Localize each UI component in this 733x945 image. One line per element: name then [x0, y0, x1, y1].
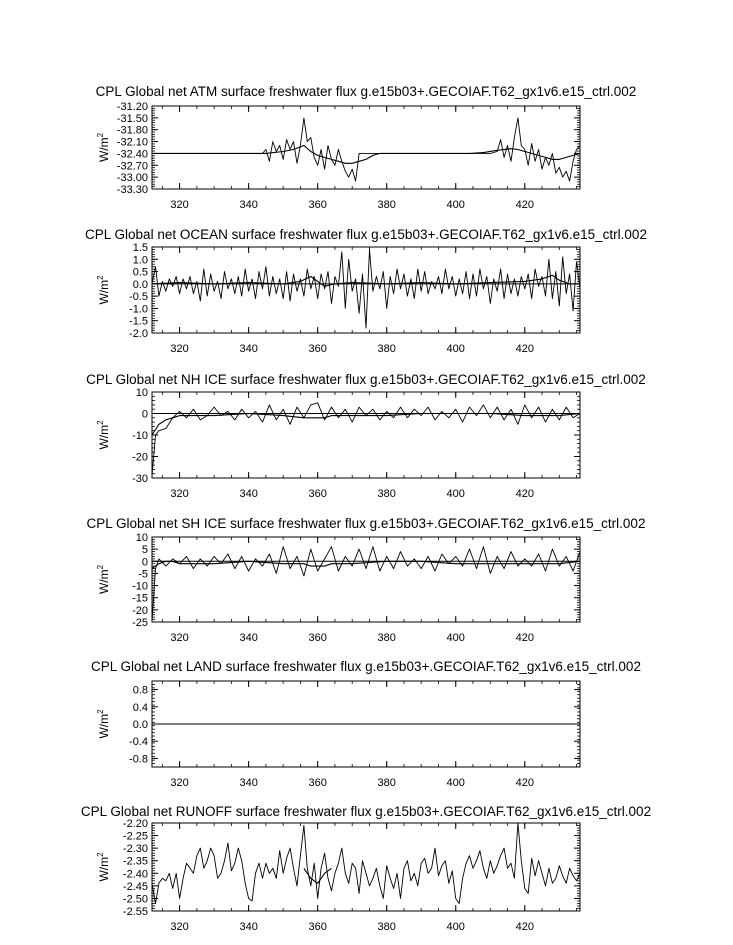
y-axis-label-exponent: 2 [96, 275, 105, 280]
x-tick-label: 400 [446, 343, 465, 355]
y-axis-label-unit: W/m [97, 279, 111, 305]
x-tick-label: 360 [308, 921, 327, 933]
x-tick-label: 380 [377, 921, 396, 933]
y-tick-label: -20 [132, 451, 148, 464]
x-tick-label: 340 [239, 343, 258, 355]
plot-frame [152, 106, 580, 189]
y-axis-label-exponent: 2 [96, 420, 105, 425]
y-tick-label: -30 [132, 473, 148, 485]
y-tick-label: 0.5 [132, 266, 148, 279]
x-tick-label: 360 [308, 199, 327, 211]
y-tick-label: 0.0 [132, 278, 148, 291]
x-tick-label: 360 [308, 632, 327, 644]
y-tick-label: -0.8 [129, 753, 148, 766]
y-axis-label-unit: W/m [97, 137, 111, 163]
y-tick-label: 1.0 [132, 254, 148, 267]
y-tick-label: -2.25 [122, 830, 148, 843]
y-tick-label: 5 [141, 544, 148, 557]
y-tick-label: -33.30 [116, 184, 148, 196]
x-tick-label: 360 [308, 343, 327, 355]
y-tick-label: -32.70 [116, 160, 148, 173]
y-axis-label-exponent: 2 [96, 709, 105, 714]
x-tick-label: 380 [377, 343, 396, 355]
y-tick-label: 0 [141, 556, 148, 569]
y-tick-label: -5 [138, 568, 148, 581]
x-tick-label: 320 [170, 488, 189, 500]
y-tick-label: -31.20 [116, 101, 148, 113]
y-axis-label [96, 275, 111, 305]
y-axis-label [96, 564, 111, 594]
x-tick-label: 420 [515, 343, 534, 355]
y-tick-label: -33.00 [116, 172, 148, 185]
y-tick-label: 0.4 [132, 701, 148, 714]
y-tick-label: -10 [132, 430, 148, 442]
x-tick-label: 320 [170, 199, 189, 211]
y-axis-label-unit: W/m [97, 424, 111, 450]
plot-frame [152, 392, 580, 478]
y-tick-label: -0.4 [129, 736, 148, 749]
y-tick-label: -2.35 [122, 855, 148, 868]
y-tick-label: -15 [132, 592, 148, 605]
x-tick-label: 400 [446, 921, 465, 933]
x-tick-label: 320 [170, 632, 189, 644]
x-tick-label: 360 [308, 777, 327, 789]
chart-panel-3 [86, 372, 646, 500]
x-tick-label: 340 [239, 921, 258, 933]
y-tick-label: -25 [132, 617, 148, 629]
y-axis-label-exponent: 2 [96, 132, 105, 138]
x-tick-label: 340 [239, 777, 258, 789]
x-tick-label: 420 [515, 921, 534, 933]
x-tick-label: 400 [446, 199, 465, 211]
y-axis-label-exponent: 2 [96, 564, 105, 570]
chart-title: CPL Global net NH ICE surface freshwater flux g.e15b03+.GECOIAF.T62_gx1v6.e15_ctrl.002 [86, 372, 646, 387]
chart-panel-4 [87, 516, 646, 644]
plot-frame [152, 537, 580, 622]
x-tick-label: 380 [377, 488, 396, 500]
x-tick-label: 320 [170, 777, 189, 789]
x-tick-label: 420 [515, 777, 534, 789]
x-tick-label: 420 [515, 488, 534, 500]
y-tick-label: -20 [132, 604, 148, 617]
chart-title: CPL Global net RUNOFF surface freshwater flux g.e15b03+.GECOIAF.T62_gx1v6.e15_ctrl.002 [80, 804, 652, 819]
y-tick-label: -10 [132, 580, 148, 593]
y-tick-label: 10 [135, 532, 148, 544]
x-tick-label: 340 [239, 632, 258, 644]
y-tick-label: 0.8 [132, 684, 148, 697]
x-tick-label: 340 [239, 488, 258, 500]
y-tick-label: -32.10 [116, 136, 148, 149]
x-tick-label: 380 [377, 777, 396, 789]
y-axis-label-unit: W/m [97, 713, 111, 739]
y-tick-label: -2.55 [122, 906, 148, 918]
y-tick-label: -31.80 [116, 124, 148, 137]
x-tick-label: 400 [446, 777, 465, 789]
chart-panel-5 [91, 659, 641, 789]
x-tick-label: 360 [308, 488, 327, 500]
series-line-1 [152, 250, 580, 329]
y-tick-label: -1.0 [129, 303, 148, 316]
y-tick-label: 10 [135, 387, 148, 399]
x-tick-label: 320 [170, 921, 189, 933]
y-tick-label: -2.30 [122, 843, 148, 856]
x-tick-label: 340 [239, 199, 258, 211]
chart-panel-6 [81, 804, 651, 933]
y-tick-label: -2.0 [129, 328, 148, 340]
chart-panel-1 [96, 84, 637, 211]
y-tick-label: -2.20 [122, 818, 148, 830]
y-tick-label: -2.50 [122, 893, 148, 906]
y-axis-label [96, 420, 111, 450]
y-tick-label: -2.40 [122, 868, 148, 881]
chart-title: CPL Global net OCEAN surface freshwater flux g.e15b03+.GECOIAF.T62_gx1v6.e15_ctrl.002 [85, 227, 647, 242]
y-tick-label: -32.40 [116, 148, 148, 161]
series-line-1 [152, 823, 580, 904]
chart-title: CPL Global net ATM surface freshwater flux g.e15b03+.GECOIAF.T62_gx1v6.e15_ctrl.002 [95, 84, 637, 99]
y-tick-label: -2.45 [122, 880, 148, 893]
x-tick-label: 320 [170, 343, 189, 355]
y-axis-label-unit: W/m [97, 856, 111, 882]
y-axis-label [96, 709, 111, 739]
y-tick-label: -1.5 [129, 315, 148, 328]
y-axis-label [96, 132, 111, 162]
y-tick-label: -0.5 [129, 291, 148, 304]
y-tick-label: -31.50 [116, 112, 148, 125]
chart-title: CPL Global net LAND surface freshwater flux g.e15b03+.GECOIAF.T62_gx1v6.e15_ctrl.002 [91, 659, 641, 674]
series-line-2 [152, 146, 580, 164]
y-tick-label: 0.0 [132, 719, 148, 731]
y-tick-label: 0 [141, 408, 148, 421]
chart-title: CPL Global net SH ICE surface freshwater flux g.e15b03+.GECOIAF.T62_gx1v6.e15_ctrl.002 [86, 516, 646, 531]
y-axis-label-exponent: 2 [96, 852, 105, 857]
y-axis-label [96, 852, 111, 882]
x-tick-label: 420 [515, 632, 534, 644]
chart-panel-2 [85, 227, 647, 355]
x-tick-label: 380 [377, 632, 396, 644]
x-tick-label: 400 [446, 488, 465, 500]
series-line-1 [152, 547, 580, 622]
x-tick-label: 380 [377, 199, 396, 211]
y-axis-label-unit: W/m [97, 569, 111, 595]
x-tick-label: 400 [446, 632, 465, 644]
series-line-2 [152, 414, 580, 436]
x-tick-label: 420 [515, 199, 534, 211]
y-tick-label: 1.5 [132, 242, 148, 254]
